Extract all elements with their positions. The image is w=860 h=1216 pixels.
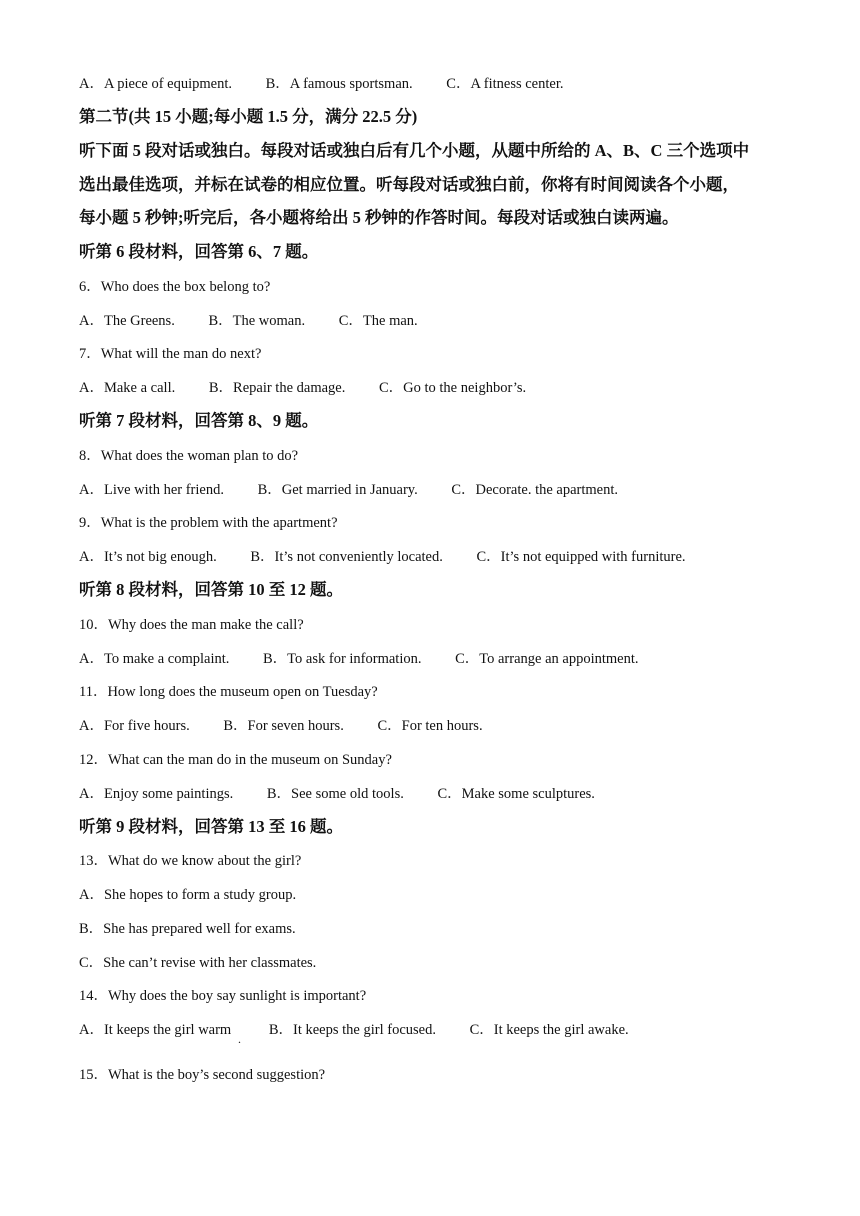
option-b: B．It’s not conveniently located. bbox=[250, 549, 443, 565]
instructions-line-1: 听下面 5 段对话或独白。每段对话或独白后有几个小题，从题中所给的 A、B、C 三个选项中 bbox=[79, 141, 750, 160]
question-14: 14．Why does the boy say sunlight is important? bbox=[79, 988, 367, 1004]
question-11: 11．How long does the museum open on Tuesday? bbox=[79, 684, 378, 700]
question-13-option-b: B．She has prepared well for exams. bbox=[79, 921, 296, 937]
option-c: C．The man. bbox=[338, 313, 418, 329]
instructions-line-3: 每小题 5 秒钟;听完后，各小题将给出 5 秒钟的作答时间。每段对话或独白读两遍。 bbox=[79, 208, 679, 227]
option-c: C．It’s not equipped with furniture. bbox=[476, 549, 686, 565]
question-9: 9．What is the problem with the apartment? bbox=[79, 515, 338, 531]
question-8: 8．What does the woman plan to do? bbox=[79, 448, 299, 464]
option-a: A．The Greens. bbox=[79, 313, 175, 329]
question-13-option-c: C．She can’t revise with her classmates. bbox=[79, 955, 317, 971]
option-b: B．It keeps the girl focused. bbox=[268, 1022, 436, 1038]
option-c: C．Make some sculptures. bbox=[437, 786, 595, 802]
question-13: 13．What do we know about the girl? bbox=[79, 853, 302, 869]
material-6-heading: 听第 6 段材料，回答第 6、7 题。 bbox=[79, 242, 319, 261]
question-10-options bbox=[79, 649, 639, 669]
question-6-options bbox=[79, 311, 418, 331]
option-c: C．Decorate. the apartment. bbox=[451, 482, 619, 498]
material-8-heading: 听第 8 段材料，回答第 10 至 12 题。 bbox=[79, 580, 343, 599]
option-a: A．It keeps the girl warm bbox=[79, 1022, 232, 1038]
option-b: B．A famous sportsman. bbox=[265, 76, 413, 92]
option-a: A．It’s not big enough. bbox=[79, 549, 217, 565]
stray-dot: . bbox=[238, 1032, 241, 1046]
question-15: 15．What is the boy’s second suggestion? bbox=[79, 1067, 326, 1083]
option-b: B．The woman. bbox=[208, 313, 306, 329]
option-c: C．It keeps the girl awake. bbox=[469, 1022, 629, 1038]
question-8-options bbox=[79, 480, 618, 500]
question-6: 6．Who does the box belong to? bbox=[79, 279, 271, 295]
question-7-options bbox=[79, 378, 526, 398]
option-a: A．To make a complaint. bbox=[79, 651, 230, 667]
question-5-options bbox=[79, 74, 563, 94]
question-7: 7．What will the man do next? bbox=[79, 346, 262, 362]
question-12: 12．What can the man do in the museum on Sunday? bbox=[79, 752, 392, 768]
instructions-line-2: 选出最佳选项，并标在试卷的相应位置。听每段对话或独白前，你将有时间阅读各个小题， bbox=[79, 175, 739, 194]
option-c: C．For ten hours. bbox=[377, 718, 483, 734]
option-b: B．To ask for information. bbox=[263, 651, 422, 667]
question-9-options bbox=[79, 547, 686, 567]
option-b: B．Repair the damage. bbox=[208, 380, 346, 396]
question-11-options bbox=[79, 716, 483, 736]
question-12-options bbox=[79, 784, 595, 804]
option-a: A．Make a call. bbox=[79, 380, 176, 396]
question-13-option-a: A．She hopes to form a study group. bbox=[79, 887, 297, 903]
option-b: B．Get married in January. bbox=[257, 482, 418, 498]
option-c: C．To arrange an appointment. bbox=[455, 651, 639, 667]
option-a: A．Live with her friend. bbox=[79, 482, 224, 498]
material-9-heading: 听第 9 段材料，回答第 13 至 16 题。 bbox=[79, 817, 343, 836]
question-14-options bbox=[79, 1020, 629, 1040]
option-a: A．A piece of equipment. bbox=[79, 76, 233, 92]
option-b: B．See some old tools. bbox=[266, 786, 404, 802]
option-b: B．For seven hours. bbox=[223, 718, 344, 734]
section-heading: 第二节(共 15 小题;每小题 1.5 分，满分 22.5 分) bbox=[79, 107, 418, 126]
option-c: C．Go to the neighbor’s. bbox=[378, 380, 527, 396]
option-a: A．For five hours. bbox=[79, 718, 190, 734]
material-7-heading: 听第 7 段材料，回答第 8、9 题。 bbox=[79, 411, 319, 430]
question-10: 10．Why does the man make the call? bbox=[79, 617, 304, 633]
option-c: C．A fitness center. bbox=[446, 76, 564, 92]
option-a: A．Enjoy some paintings. bbox=[79, 786, 234, 802]
